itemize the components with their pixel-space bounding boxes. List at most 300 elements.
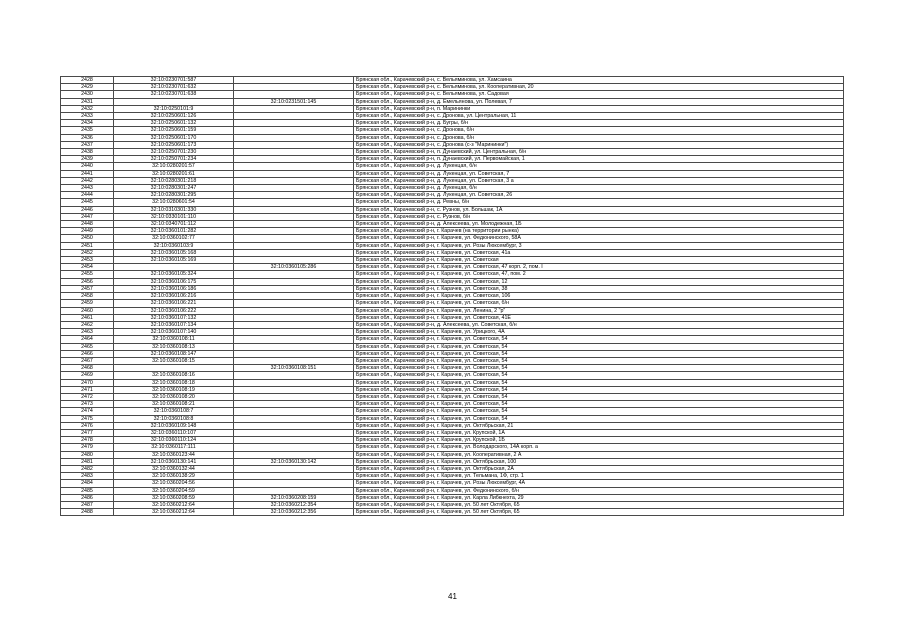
address-cell: Брянская обл., Карачевский р-н, с. Рузнов, ул. Большак, 1А <box>354 206 844 213</box>
cadastral-number-cell: 32:10:0360103:9 <box>114 242 234 249</box>
row-number-cell: 2438 <box>61 149 114 156</box>
row-number-cell: 2428 <box>61 77 114 84</box>
secondary-cadastral-number-cell <box>234 379 354 386</box>
secondary-cadastral-number-cell <box>234 336 354 343</box>
page-number: 41 <box>448 592 457 601</box>
document-sheet <box>60 76 844 516</box>
table-row <box>61 473 844 480</box>
row-number-cell: 2470 <box>61 379 114 386</box>
secondary-cadastral-number-cell <box>234 156 354 163</box>
address-cell: Брянская обл., Карачевский р-н, д. Алексеева, ул. Советская, б/н <box>354 321 844 328</box>
cadastral-number-cell: 32:10:0250601:173 <box>114 141 234 148</box>
secondary-cadastral-number-cell <box>234 163 354 170</box>
row-number-cell: 2459 <box>61 300 114 307</box>
row-number-cell: 2457 <box>61 285 114 292</box>
row-number-cell: 2461 <box>61 314 114 321</box>
address-cell: Брянская обл., Карачевский р-н, г. Карачев, ул. Советская, 106 <box>354 293 844 300</box>
secondary-cadastral-number-cell <box>234 487 354 494</box>
table-row <box>61 343 844 350</box>
secondary-cadastral-number-cell <box>234 386 354 393</box>
table-row <box>61 149 844 156</box>
address-cell: Брянская обл., Карачевский р-н, г. Карачев, ул. Федюнинского, б/н <box>354 487 844 494</box>
table-row <box>61 213 844 220</box>
table-row <box>61 494 844 501</box>
cadastral-number-cell: 32:10:0280301:247 <box>114 185 234 192</box>
address-cell: Брянская обл., Карачевский р-н, г. Карачев, ул. 50 лет Октября, 65 <box>354 509 844 516</box>
address-cell: Брянская обл., Карачевский р-н, п. Марининки <box>354 105 844 112</box>
address-cell: Брянская обл., Карачевский р-н, п. Дунаевский, ул. Центральная, б/н <box>354 149 844 156</box>
address-cell: Брянская обл., Карачевский р-н, г. Карачев, ул. Володарского, 14А корп. а <box>354 444 844 451</box>
table-row <box>61 415 844 422</box>
secondary-cadastral-number-cell <box>234 221 354 228</box>
secondary-cadastral-number-cell <box>234 415 354 422</box>
cadastral-number-cell: 32:10:0360212:64 <box>114 501 234 508</box>
secondary-cadastral-number-cell <box>234 235 354 242</box>
address-cell: Брянская обл., Карачевский р-н, г. Карачев, ул. Советская, 54 <box>354 336 844 343</box>
table-row <box>61 444 844 451</box>
row-number-cell: 2477 <box>61 429 114 436</box>
address-cell: Брянская обл., Карачевский р-н, г. Карачев, ул. Октябрьская, 2А <box>354 465 844 472</box>
address-cell: Брянская обл., Карачевский р-н, д. Ревны, б/н <box>354 199 844 206</box>
cadastral-number-cell: 32:10:0360108:13 <box>114 343 234 350</box>
cadastral-number-cell: 32:10:0360110:107 <box>114 429 234 436</box>
cadastral-number-cell: 32:10:0360105:324 <box>114 271 234 278</box>
cadastral-number-cell: 32:10:0360106:186 <box>114 285 234 292</box>
cadastral-number-cell: 32:10:0360208:59 <box>114 494 234 501</box>
secondary-cadastral-number-cell <box>234 314 354 321</box>
cadastral-number-cell: 32:10:0360106:216 <box>114 293 234 300</box>
cadastral-number-cell: 32:10:0360109:148 <box>114 422 234 429</box>
table-row <box>61 408 844 415</box>
secondary-cadastral-number-cell <box>234 206 354 213</box>
secondary-cadastral-number-cell <box>234 199 354 206</box>
secondary-cadastral-number-cell <box>234 473 354 480</box>
row-number-cell: 2452 <box>61 249 114 256</box>
address-cell: Брянская обл., Карачевский р-н, д. Алексеева, ул. Молодежная, 1Б <box>354 221 844 228</box>
row-number-cell: 2456 <box>61 278 114 285</box>
cadastral-number-cell: 32:10:0360138:29 <box>114 473 234 480</box>
row-number-cell: 2469 <box>61 372 114 379</box>
cadastral-number-cell: 32:10:0360204:56 <box>114 480 234 487</box>
address-cell: Брянская обл., Карачевский р-н, г. Карачев, ул. Федюнинского, 58А <box>354 235 844 242</box>
row-number-cell: 2487 <box>61 501 114 508</box>
address-cell: Брянская обл., Карачевский р-н, д. Лукенцая, ул. Советская, 7 <box>354 170 844 177</box>
cadastral-number-cell: 32:10:0280201:57 <box>114 163 234 170</box>
cadastral-number-cell: 32:10:0330101:110 <box>114 213 234 220</box>
address-cell: Брянская обл., Карачевский р-н, г. Карачев, ул. Советская, 54 <box>354 386 844 393</box>
table-row <box>61 221 844 228</box>
secondary-cadastral-number-cell <box>234 170 354 177</box>
secondary-cadastral-number-cell: 32:10:0360108:151 <box>234 365 354 372</box>
secondary-cadastral-number-cell <box>234 249 354 256</box>
secondary-cadastral-number-cell <box>234 177 354 184</box>
row-number-cell: 2455 <box>61 271 114 278</box>
row-number-cell: 2449 <box>61 228 114 235</box>
secondary-cadastral-number-cell <box>234 350 354 357</box>
address-cell: Брянская обл., Карачевский р-н, с. Вельяминова, ул. Кооперативная, 20 <box>354 84 844 91</box>
table-row <box>61 199 844 206</box>
table-row <box>61 465 844 472</box>
table-row <box>61 185 844 192</box>
row-number-cell: 2441 <box>61 170 114 177</box>
secondary-cadastral-number-cell <box>234 437 354 444</box>
table-row <box>61 113 844 120</box>
address-cell: Брянская обл., Карачевский р-н, с. Дронова, б/н <box>354 134 844 141</box>
row-number-cell: 2465 <box>61 343 114 350</box>
cadastral-number-cell: 32:10:0360108:147 <box>114 350 234 357</box>
address-cell: Брянская обл., Карачевский р-н, г. Карачев, ул. Советская, 54 <box>354 365 844 372</box>
row-number-cell: 2443 <box>61 185 114 192</box>
row-number-cell: 2485 <box>61 487 114 494</box>
cadastral-number-cell: 32:10:0250601:132 <box>114 120 234 127</box>
table-row <box>61 257 844 264</box>
secondary-cadastral-number-cell <box>234 257 354 264</box>
cadastral-number-cell: 32:10:0280201:61 <box>114 170 234 177</box>
address-cell: Брянская обл., Карачевский р-н, г. Карачев, ул. Советская, 54 <box>354 379 844 386</box>
table-row <box>61 314 844 321</box>
address-cell: Брянская обл., Карачевский р-н, г. Карачев, ул. Советская, 54 <box>354 401 844 408</box>
row-number-cell: 2444 <box>61 192 114 199</box>
table-row <box>61 365 844 372</box>
row-number-cell: 2472 <box>61 393 114 400</box>
address-cell: Брянская обл., Карачевский р-н, г. Карачев, ул. Кооперативная, 2 А <box>354 451 844 458</box>
address-cell: Брянская обл., Карачевский р-н, г. Карачев, ул. Советская, 54 <box>354 357 844 364</box>
row-number-cell: 2445 <box>61 199 114 206</box>
address-cell: Брянская обл., Карачевский р-н, с. Вельяминова, ул. Хамсаина <box>354 77 844 84</box>
table-row <box>61 372 844 379</box>
table-row <box>61 386 844 393</box>
registry-table <box>60 76 844 516</box>
cadastral-number-cell <box>114 365 234 372</box>
row-number-cell: 2434 <box>61 120 114 127</box>
secondary-cadastral-number-cell <box>234 185 354 192</box>
secondary-cadastral-number-cell <box>234 451 354 458</box>
secondary-cadastral-number-cell <box>234 408 354 415</box>
row-number-cell: 2432 <box>61 105 114 112</box>
cadastral-number-cell: 32:10:0360108:15 <box>114 357 234 364</box>
table-row <box>61 206 844 213</box>
address-cell: Брянская обл., Карачевский р-н, г. Карачев, ул. Советская, 54 <box>354 408 844 415</box>
secondary-cadastral-number-cell: 32:10:0360212:356 <box>234 509 354 516</box>
table-row <box>61 379 844 386</box>
row-number-cell: 2450 <box>61 235 114 242</box>
table-row <box>61 458 844 465</box>
table-row <box>61 177 844 184</box>
cadastral-number-cell: 32:10:0360108:7 <box>114 408 234 415</box>
row-number-cell: 2473 <box>61 401 114 408</box>
table-row <box>61 271 844 278</box>
row-number-cell: 2478 <box>61 437 114 444</box>
address-cell: Брянская обл., Карачевский р-н, г. Карачев, ул. Карла Либкнехта, 29 <box>354 494 844 501</box>
row-number-cell: 2440 <box>61 163 114 170</box>
row-number-cell: 2463 <box>61 329 114 336</box>
secondary-cadastral-number-cell: 32:10:0360105:286 <box>234 264 354 271</box>
address-cell: Брянская обл., Карачевский р-н, г. Карачев (на территории рынка) <box>354 228 844 235</box>
table-row <box>61 264 844 271</box>
row-number-cell: 2468 <box>61 365 114 372</box>
table-row <box>61 192 844 199</box>
cadastral-number-cell: 32:10:0360110:124 <box>114 437 234 444</box>
cadastral-number-cell: 32:10:0360106:222 <box>114 307 234 314</box>
cadastral-number-cell: 32:10:0230701:638 <box>114 91 234 98</box>
row-number-cell: 2436 <box>61 134 114 141</box>
cadastral-number-cell: 32:10:0360108:21 <box>114 401 234 408</box>
table-row <box>61 242 844 249</box>
cadastral-number-cell: 32:10:0340701:112 <box>114 221 234 228</box>
secondary-cadastral-number-cell <box>234 149 354 156</box>
secondary-cadastral-number-cell <box>234 91 354 98</box>
table-row <box>61 321 844 328</box>
table-row <box>61 293 844 300</box>
table-row <box>61 509 844 516</box>
cadastral-number-cell: 32:10:0280301:218 <box>114 177 234 184</box>
secondary-cadastral-number-cell: 32:10:0360130:142 <box>234 458 354 465</box>
row-number-cell: 2479 <box>61 444 114 451</box>
table-row <box>61 91 844 98</box>
row-number-cell: 2467 <box>61 357 114 364</box>
table-row <box>61 278 844 285</box>
row-number-cell: 2446 <box>61 206 114 213</box>
table-row <box>61 170 844 177</box>
address-cell: Брянская обл., Карачевский р-н, г. Карачев, ул. Советская, 47, пом. 2 <box>354 271 844 278</box>
table-row <box>61 77 844 84</box>
address-cell: Брянская обл., Карачевский р-н, д. Лукенцая, ул. Советская, 26 <box>354 192 844 199</box>
cadastral-number-cell: 32:10:0360123:44 <box>114 451 234 458</box>
table-row <box>61 228 844 235</box>
cadastral-number-cell: 32:10:0250101:9 <box>114 105 234 112</box>
secondary-cadastral-number-cell <box>234 105 354 112</box>
row-number-cell: 2442 <box>61 177 114 184</box>
row-number-cell: 2431 <box>61 98 114 105</box>
address-cell: Брянская обл., Карачевский р-н, г. Карачев, ул. Советская, 41Е <box>354 314 844 321</box>
table-row <box>61 437 844 444</box>
cadastral-number-cell: 32:10:0360108:19 <box>114 386 234 393</box>
table-row <box>61 336 844 343</box>
registry-table-body <box>61 77 844 516</box>
address-cell: Брянская обл., Карачевский р-н, д. Лукенцая, б/н <box>354 163 844 170</box>
cadastral-number-cell: 32:10:0280601:54 <box>114 199 234 206</box>
address-cell: Брянская обл., Карачевский р-н, г. Карачев, ул. Крупской, 1Б <box>354 437 844 444</box>
cadastral-number-cell: 32:10:0360108:16 <box>114 372 234 379</box>
address-cell: Брянская обл., Карачевский р-н, д. Лукенцая, б/н <box>354 185 844 192</box>
secondary-cadastral-number-cell <box>234 465 354 472</box>
address-cell: Брянская обл., Карачевский р-н, с. Дронова, ул. Центральная, 11 <box>354 113 844 120</box>
row-number-cell: 2474 <box>61 408 114 415</box>
secondary-cadastral-number-cell <box>234 372 354 379</box>
secondary-cadastral-number-cell <box>234 393 354 400</box>
secondary-cadastral-number-cell <box>234 293 354 300</box>
cadastral-number-cell: 32:10:0360101:282 <box>114 228 234 235</box>
row-number-cell: 2433 <box>61 113 114 120</box>
cadastral-number-cell: 32:10:0250601:170 <box>114 134 234 141</box>
address-cell: Брянская обл., Карачевский р-н, г. Карачев, ул. Советская <box>354 257 844 264</box>
table-row <box>61 300 844 307</box>
cadastral-number-cell: 32:10:0250601:159 <box>114 127 234 134</box>
table-row <box>61 235 844 242</box>
address-cell: Брянская обл., Карачевский р-н, д. Бугры, б/н <box>354 120 844 127</box>
table-row <box>61 401 844 408</box>
cadastral-number-cell: 32:10:0360108:20 <box>114 393 234 400</box>
secondary-cadastral-number-cell <box>234 480 354 487</box>
table-row <box>61 480 844 487</box>
address-cell: Брянская обл., Карачевский р-н, г. Карачев, ул. Советская, 54 <box>354 415 844 422</box>
secondary-cadastral-number-cell <box>234 228 354 235</box>
address-cell: Брянская обл., Карачевский р-н, г. Карачев, ул. Тельмана, 1Ф, стр. 1 <box>354 473 844 480</box>
row-number-cell: 2466 <box>61 350 114 357</box>
address-cell: Брянская обл., Карачевский р-н, г. Карачев, ул. Советская, б/н <box>354 300 844 307</box>
row-number-cell: 2471 <box>61 386 114 393</box>
table-row <box>61 98 844 105</box>
address-cell: Брянская обл., Карачевский р-н, д. Емельянова, ул. Полевая, 7 <box>354 98 844 105</box>
cadastral-number-cell: 32:10:0230701:587 <box>114 77 234 84</box>
cadastral-number-cell <box>114 264 234 271</box>
row-number-cell: 2435 <box>61 127 114 134</box>
secondary-cadastral-number-cell <box>234 321 354 328</box>
address-cell: Брянская обл., Карачевский р-н, г. Карачев, ул. Советская, 54 <box>354 372 844 379</box>
row-number-cell: 2481 <box>61 458 114 465</box>
secondary-cadastral-number-cell <box>234 271 354 278</box>
table-row <box>61 357 844 364</box>
table-row <box>61 127 844 134</box>
cadastral-number-cell: 32:10:0360105:169 <box>114 257 234 264</box>
table-row <box>61 487 844 494</box>
table-row <box>61 285 844 292</box>
cadastral-number-cell: 32:10:0360107:140 <box>114 329 234 336</box>
cadastral-number-cell: 32:10:0360105:168 <box>114 249 234 256</box>
table-row <box>61 249 844 256</box>
cadastral-number-cell: 32:10:0360108:11 <box>114 336 234 343</box>
address-cell: Брянская обл., Карачевский р-н, г. Карачев, ул. Урицкого, 4А <box>354 329 844 336</box>
row-number-cell: 2429 <box>61 84 114 91</box>
row-number-cell: 2460 <box>61 307 114 314</box>
secondary-cadastral-number-cell <box>234 285 354 292</box>
table-row <box>61 422 844 429</box>
row-number-cell: 2475 <box>61 415 114 422</box>
cadastral-number-cell: 32:10:0360108:8 <box>114 415 234 422</box>
address-cell: Брянская обл., Карачевский р-н, г. Карачев, ул. Советская, 54 <box>354 343 844 350</box>
secondary-cadastral-number-cell <box>234 113 354 120</box>
cadastral-number-cell: 32:10:0310301:330 <box>114 206 234 213</box>
secondary-cadastral-number-cell <box>234 429 354 436</box>
secondary-cadastral-number-cell: 32:10:0231501:145 <box>234 98 354 105</box>
secondary-cadastral-number-cell <box>234 357 354 364</box>
cadastral-number-cell: 32:10:0250701:234 <box>114 156 234 163</box>
cadastral-number-cell: 32:10:0360212:64 <box>114 509 234 516</box>
address-cell: Брянская обл., Карачевский р-н, г. Карачев, ул. Советская, 54 <box>354 350 844 357</box>
secondary-cadastral-number-cell <box>234 329 354 336</box>
secondary-cadastral-number-cell <box>234 192 354 199</box>
cadastral-number-cell: 32:10:0360108:18 <box>114 379 234 386</box>
table-row <box>61 451 844 458</box>
address-cell: Брянская обл., Карачевский р-н, г. Карачев, ул. Советская, 41а <box>354 249 844 256</box>
row-number-cell: 2448 <box>61 221 114 228</box>
secondary-cadastral-number-cell <box>234 134 354 141</box>
secondary-cadastral-number-cell <box>234 278 354 285</box>
address-cell: Брянская обл., Карачевский р-н, г. Карачев, ул. Советская, 38 <box>354 285 844 292</box>
table-row <box>61 307 844 314</box>
cadastral-number-cell: 32:10:0360106:175 <box>114 278 234 285</box>
address-cell: Брянская обл., Карачевский р-н, г. Карачев, ул. Розы Люксембург, 3 <box>354 242 844 249</box>
secondary-cadastral-number-cell <box>234 120 354 127</box>
address-cell: Брянская обл., Карачевский р-н, г. Карачев, ул. Октябрьская, 21 <box>354 422 844 429</box>
address-cell: Брянская обл., Карачевский р-н, г. Карачев, ул. Советская, 12 <box>354 278 844 285</box>
cadastral-number-cell: 32:10:0280301:295 <box>114 192 234 199</box>
table-row <box>61 156 844 163</box>
address-cell: Брянская обл., Карачевский р-н, с. Дронова (с-з "Марининки") <box>354 141 844 148</box>
cadastral-number-cell: 32:10:0230701:632 <box>114 84 234 91</box>
row-number-cell: 2447 <box>61 213 114 220</box>
table-row <box>61 501 844 508</box>
row-number-cell: 2451 <box>61 242 114 249</box>
table-row <box>61 105 844 112</box>
cadastral-number-cell: 32:10:0360204:59 <box>114 487 234 494</box>
address-cell: Брянская обл., Карачевский р-н, г. Карачев, ул. Октябрьская, 100 <box>354 458 844 465</box>
row-number-cell: 2486 <box>61 494 114 501</box>
secondary-cadastral-number-cell <box>234 141 354 148</box>
cadastral-number-cell: 32:10:0360107:132 <box>114 314 234 321</box>
row-number-cell: 2453 <box>61 257 114 264</box>
cadastral-number-cell: 32:10:0360117:111 <box>114 444 234 451</box>
table-row <box>61 141 844 148</box>
row-number-cell: 2462 <box>61 321 114 328</box>
secondary-cadastral-number-cell <box>234 422 354 429</box>
cadastral-number-cell <box>114 98 234 105</box>
table-row <box>61 393 844 400</box>
secondary-cadastral-number-cell <box>234 300 354 307</box>
secondary-cadastral-number-cell <box>234 401 354 408</box>
address-cell: Брянская обл., Карачевский р-н, с. Вельяминова, ул. Садовая <box>354 91 844 98</box>
secondary-cadastral-number-cell: 32:10:0360208:159 <box>234 494 354 501</box>
table-row <box>61 134 844 141</box>
table-row <box>61 120 844 127</box>
row-number-cell: 2430 <box>61 91 114 98</box>
row-number-cell: 2480 <box>61 451 114 458</box>
row-number-cell: 2454 <box>61 264 114 271</box>
secondary-cadastral-number-cell <box>234 307 354 314</box>
row-number-cell: 2483 <box>61 473 114 480</box>
address-cell: Брянская обл., Карачевский р-н, г. Карачев, ул. Крупской, 1А <box>354 429 844 436</box>
table-row <box>61 84 844 91</box>
row-number-cell: 2437 <box>61 141 114 148</box>
table-row <box>61 329 844 336</box>
secondary-cadastral-number-cell <box>234 127 354 134</box>
row-number-cell: 2488 <box>61 509 114 516</box>
table-row <box>61 163 844 170</box>
secondary-cadastral-number-cell <box>234 84 354 91</box>
row-number-cell: 2484 <box>61 480 114 487</box>
secondary-cadastral-number-cell <box>234 343 354 350</box>
address-cell: Брянская обл., Карачевский р-н, г. Карачев, ул. Ленина, 2 "р" <box>354 307 844 314</box>
table-row <box>61 350 844 357</box>
secondary-cadastral-number-cell <box>234 242 354 249</box>
address-cell: Брянская обл., Карачевский р-н, с. Дронова, б/н <box>354 127 844 134</box>
row-number-cell: 2439 <box>61 156 114 163</box>
address-cell: Брянская обл., Карачевский р-н, п. Дунаевский, ул. Первомайская, 1 <box>354 156 844 163</box>
cadastral-number-cell: 32:10:0360107:134 <box>114 321 234 328</box>
secondary-cadastral-number-cell <box>234 444 354 451</box>
address-cell: Брянская обл., Карачевский р-н, г. Карачев, ул. 50 лет Октября, 65 <box>354 501 844 508</box>
row-number-cell: 2476 <box>61 422 114 429</box>
address-cell: Брянская обл., Карачевский р-н, г. Карачев, ул. Советская, 47 корп. 2, пом. I <box>354 264 844 271</box>
address-cell: Брянская обл., Карачевский р-н, с. Рузнов, б/н <box>354 213 844 220</box>
secondary-cadastral-number-cell <box>234 213 354 220</box>
row-number-cell: 2458 <box>61 293 114 300</box>
address-cell: Брянская обл., Карачевский р-н, г. Карачев, ул. Розы Люксембург, 4А <box>354 480 844 487</box>
secondary-cadastral-number-cell: 32:10:0360212:354 <box>234 501 354 508</box>
table-row <box>61 429 844 436</box>
cadastral-number-cell: 32:10:0360106:221 <box>114 300 234 307</box>
cadastral-number-cell: 32:10:0360130:141 <box>114 458 234 465</box>
